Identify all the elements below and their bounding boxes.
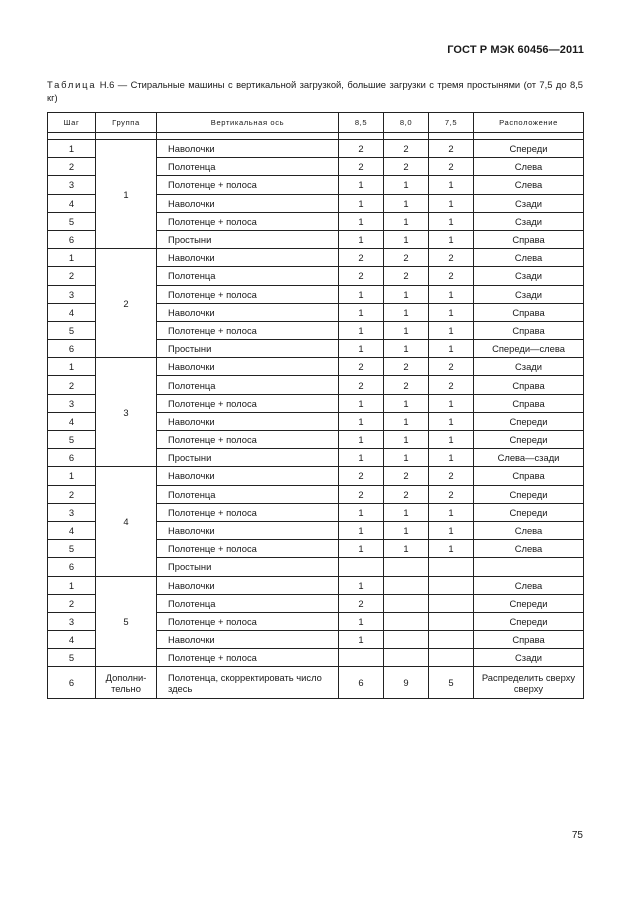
step-cell: 1 — [48, 467, 96, 485]
value-7-5-cell: 2 — [429, 376, 474, 394]
item-cell: Наволочки — [157, 194, 339, 212]
table-row — [48, 667, 584, 699]
value-8-0-cell — [384, 612, 429, 630]
value-7-5-cell: 1 — [429, 449, 474, 467]
group-cell: 2 — [96, 249, 157, 358]
item-cell: Простыни — [157, 230, 339, 248]
item-cell: Простыни — [157, 558, 339, 576]
value-8-0-cell: 1 — [384, 503, 429, 521]
position-cell: Распределить сверху сверху — [474, 667, 584, 699]
position-cell: Справа — [474, 303, 584, 321]
group-cell: 4 — [96, 467, 157, 576]
value-8-5-cell: 1 — [339, 230, 384, 248]
value-7-5-cell: 1 — [429, 412, 474, 430]
value-8-5-cell: 2 — [339, 358, 384, 376]
header-8-0: 8,0 — [384, 113, 429, 133]
value-8-0-cell: 1 — [384, 321, 429, 339]
value-8-5-cell: 1 — [339, 285, 384, 303]
group-cell: Дополни-тельно — [96, 667, 157, 699]
step-cell: 5 — [48, 321, 96, 339]
value-7-5-cell: 1 — [429, 176, 474, 194]
value-8-0-cell: 1 — [384, 340, 429, 358]
position-cell: Слева — [474, 576, 584, 594]
position-cell: Сзади — [474, 649, 584, 667]
item-cell: Полотенце + полоса — [157, 649, 339, 667]
page-number: 75 — [571, 830, 583, 841]
step-cell: 3 — [48, 394, 96, 412]
value-7-5-cell — [429, 631, 474, 649]
step-cell: 3 — [48, 503, 96, 521]
position-cell: Слева — [474, 521, 584, 539]
position-cell: Справа — [474, 376, 584, 394]
value-7-5-cell: 1 — [429, 194, 474, 212]
value-7-5-cell: 1 — [429, 321, 474, 339]
item-cell: Наволочки — [157, 303, 339, 321]
step-cell: 4 — [48, 521, 96, 539]
value-8-5-cell: 1 — [339, 540, 384, 558]
header-position: Расположение — [474, 113, 584, 133]
position-cell: Спереди — [474, 485, 584, 503]
step-cell: 4 — [48, 303, 96, 321]
value-8-5-cell: 1 — [339, 521, 384, 539]
position-cell: Слева — [474, 249, 584, 267]
position-cell: Сзади — [474, 194, 584, 212]
table-row — [48, 467, 584, 485]
value-8-0-cell — [384, 631, 429, 649]
position-cell: Спереди — [474, 503, 584, 521]
item-cell: Полотенце + полоса — [157, 176, 339, 194]
value-8-0-cell: 1 — [384, 431, 429, 449]
position-cell: Справа — [474, 631, 584, 649]
step-cell: 5 — [48, 212, 96, 230]
value-8-0-cell: 1 — [384, 540, 429, 558]
spacer-cell — [96, 133, 157, 140]
value-8-5-cell: 2 — [339, 267, 384, 285]
table-row — [48, 140, 584, 158]
value-8-5-cell: 1 — [339, 576, 384, 594]
group-cell: 5 — [96, 576, 157, 667]
value-8-0-cell: 2 — [384, 158, 429, 176]
position-cell: Справа — [474, 321, 584, 339]
value-7-5-cell: 1 — [429, 521, 474, 539]
position-cell: Слева—сзади — [474, 449, 584, 467]
item-cell: Полотенца, скорректировать число здесь — [157, 667, 339, 699]
value-8-0-cell: 2 — [384, 358, 429, 376]
position-cell: Справа — [474, 230, 584, 248]
step-cell: 1 — [48, 358, 96, 376]
value-8-5-cell: 1 — [339, 431, 384, 449]
item-cell: Наволочки — [157, 576, 339, 594]
value-8-5-cell: 2 — [339, 594, 384, 612]
step-cell: 6 — [48, 667, 96, 699]
value-7-5-cell: 5 — [429, 667, 474, 699]
value-7-5-cell: 1 — [429, 212, 474, 230]
value-8-0-cell: 2 — [384, 140, 429, 158]
item-cell: Наволочки — [157, 249, 339, 267]
header-group: Группа — [96, 113, 157, 133]
table-row — [48, 249, 584, 267]
value-7-5-cell: 1 — [429, 303, 474, 321]
item-cell: Наволочки — [157, 467, 339, 485]
item-cell: Полотенца — [157, 485, 339, 503]
value-7-5-cell: 1 — [429, 285, 474, 303]
value-7-5-cell: 1 — [429, 340, 474, 358]
value-8-0-cell: 1 — [384, 230, 429, 248]
value-7-5-cell: 2 — [429, 467, 474, 485]
header-spacer-row — [48, 133, 584, 140]
value-8-0-cell: 2 — [384, 467, 429, 485]
value-8-5-cell: 1 — [339, 412, 384, 430]
position-cell: Спереди — [474, 594, 584, 612]
value-7-5-cell — [429, 612, 474, 630]
value-8-5-cell: 1 — [339, 303, 384, 321]
item-cell: Наволочки — [157, 521, 339, 539]
header-7-5: 7,5 — [429, 113, 474, 133]
value-8-5-cell: 2 — [339, 485, 384, 503]
value-8-5-cell: 1 — [339, 194, 384, 212]
step-cell: 2 — [48, 485, 96, 503]
spacer-cell — [474, 133, 584, 140]
table-caption — [47, 79, 583, 104]
spacer-cell — [429, 133, 474, 140]
value-8-5-cell: 1 — [339, 449, 384, 467]
spacer-cell — [157, 133, 339, 140]
step-cell: 3 — [48, 612, 96, 630]
step-cell: 5 — [48, 649, 96, 667]
step-cell: 3 — [48, 176, 96, 194]
step-cell: 5 — [48, 431, 96, 449]
step-cell: 2 — [48, 376, 96, 394]
item-cell: Полотенце + полоса — [157, 612, 339, 630]
value-8-5-cell: 2 — [339, 376, 384, 394]
spacer-cell — [48, 133, 96, 140]
step-cell: 2 — [48, 594, 96, 612]
value-8-5-cell: 6 — [339, 667, 384, 699]
value-7-5-cell — [429, 594, 474, 612]
item-cell: Простыни — [157, 449, 339, 467]
value-8-0-cell: 1 — [384, 176, 429, 194]
value-8-0-cell: 1 — [384, 449, 429, 467]
item-cell: Полотенца — [157, 594, 339, 612]
value-7-5-cell — [429, 649, 474, 667]
item-cell: Полотенце + полоса — [157, 212, 339, 230]
loading-table — [47, 112, 584, 699]
value-7-5-cell: 1 — [429, 431, 474, 449]
step-cell: 6 — [48, 558, 96, 576]
value-8-0-cell: 1 — [384, 285, 429, 303]
value-8-0-cell: 2 — [384, 249, 429, 267]
value-8-5-cell: 1 — [339, 631, 384, 649]
value-8-0-cell — [384, 594, 429, 612]
item-cell: Наволочки — [157, 631, 339, 649]
value-8-5-cell: 2 — [339, 467, 384, 485]
position-cell: Спереди — [474, 412, 584, 430]
item-cell: Полотенце + полоса — [157, 285, 339, 303]
value-8-0-cell: 9 — [384, 667, 429, 699]
table-row — [48, 358, 584, 376]
value-7-5-cell: 1 — [429, 394, 474, 412]
value-8-5-cell: 2 — [339, 249, 384, 267]
step-cell: 4 — [48, 412, 96, 430]
table-row — [48, 576, 584, 594]
position-cell: Сзади — [474, 358, 584, 376]
value-7-5-cell: 1 — [429, 540, 474, 558]
item-cell: Полотенца — [157, 267, 339, 285]
value-8-5-cell: 1 — [339, 394, 384, 412]
step-cell: 1 — [48, 249, 96, 267]
value-8-5-cell — [339, 649, 384, 667]
value-8-0-cell: 1 — [384, 194, 429, 212]
value-8-0-cell: 1 — [384, 303, 429, 321]
position-cell — [474, 558, 584, 576]
item-cell: Полотенца — [157, 158, 339, 176]
value-8-0-cell: 2 — [384, 376, 429, 394]
header-axis: Вертикальная ось — [157, 113, 339, 133]
step-cell: 6 — [48, 340, 96, 358]
position-cell: Сзади — [474, 285, 584, 303]
value-8-5-cell: 2 — [339, 158, 384, 176]
value-7-5-cell: 1 — [429, 230, 474, 248]
item-cell: Полотенце + полоса — [157, 431, 339, 449]
position-cell: Справа — [474, 467, 584, 485]
value-8-5-cell: 1 — [339, 612, 384, 630]
item-cell: Наволочки — [157, 140, 339, 158]
value-8-5-cell: 1 — [339, 340, 384, 358]
step-cell: 5 — [48, 540, 96, 558]
position-cell: Слева — [474, 540, 584, 558]
position-cell: Спереди — [474, 431, 584, 449]
value-8-0-cell — [384, 558, 429, 576]
step-cell: 4 — [48, 631, 96, 649]
step-cell: 6 — [48, 230, 96, 248]
value-8-5-cell: 1 — [339, 321, 384, 339]
item-cell: Полотенце + полоса — [157, 321, 339, 339]
value-8-0-cell: 1 — [384, 412, 429, 430]
position-cell: Сзади — [474, 212, 584, 230]
value-7-5-cell: 2 — [429, 249, 474, 267]
step-cell: 2 — [48, 158, 96, 176]
value-8-5-cell — [339, 558, 384, 576]
group-cell: 3 — [96, 358, 157, 467]
step-cell: 1 — [48, 576, 96, 594]
table-header-row — [48, 113, 584, 133]
step-cell: 1 — [48, 140, 96, 158]
step-cell: 2 — [48, 267, 96, 285]
caption-label: Таблица — [47, 79, 97, 90]
position-cell: Спереди—слева — [474, 340, 584, 358]
step-cell: 3 — [48, 285, 96, 303]
item-cell: Полотенце + полоса — [157, 503, 339, 521]
value-7-5-cell: 2 — [429, 267, 474, 285]
position-cell: Справа — [474, 394, 584, 412]
header-step: Шаг — [48, 113, 96, 133]
value-8-0-cell: 2 — [384, 267, 429, 285]
value-8-0-cell: 1 — [384, 212, 429, 230]
item-cell: Полотенце + полоса — [157, 394, 339, 412]
value-8-0-cell: 2 — [384, 485, 429, 503]
item-cell: Наволочки — [157, 412, 339, 430]
value-7-5-cell — [429, 576, 474, 594]
position-cell: Слева — [474, 158, 584, 176]
standard-number: ГОСТ Р МЭК 60456—2011 — [447, 44, 584, 56]
value-7-5-cell: 2 — [429, 358, 474, 376]
value-8-5-cell: 1 — [339, 176, 384, 194]
spacer-cell — [384, 133, 429, 140]
table-body — [48, 140, 584, 699]
value-8-0-cell — [384, 649, 429, 667]
value-8-0-cell: 1 — [384, 521, 429, 539]
value-7-5-cell: 2 — [429, 485, 474, 503]
position-cell: Спереди — [474, 140, 584, 158]
position-cell: Слева — [474, 176, 584, 194]
value-8-5-cell: 2 — [339, 140, 384, 158]
step-cell: 4 — [48, 194, 96, 212]
position-cell: Спереди — [474, 612, 584, 630]
header-8-5: 8,5 — [339, 113, 384, 133]
item-cell: Полотенца — [157, 376, 339, 394]
value-7-5-cell: 2 — [429, 140, 474, 158]
value-8-5-cell: 1 — [339, 212, 384, 230]
item-cell: Наволочки — [157, 358, 339, 376]
caption-text: Н.6 — Стиральные машины с вертикальной загрузкой, большие загрузки с тремя простынями (от 7,5 до 8,5 кг) — [47, 79, 583, 103]
value-7-5-cell: 2 — [429, 158, 474, 176]
value-7-5-cell: 1 — [429, 503, 474, 521]
group-cell: 1 — [96, 140, 157, 249]
value-8-0-cell: 1 — [384, 394, 429, 412]
value-8-5-cell: 1 — [339, 503, 384, 521]
value-8-0-cell — [384, 576, 429, 594]
step-cell: 6 — [48, 449, 96, 467]
position-cell: Сзади — [474, 267, 584, 285]
item-cell: Полотенце + полоса — [157, 540, 339, 558]
spacer-cell — [339, 133, 384, 140]
value-7-5-cell — [429, 558, 474, 576]
item-cell: Простыни — [157, 340, 339, 358]
